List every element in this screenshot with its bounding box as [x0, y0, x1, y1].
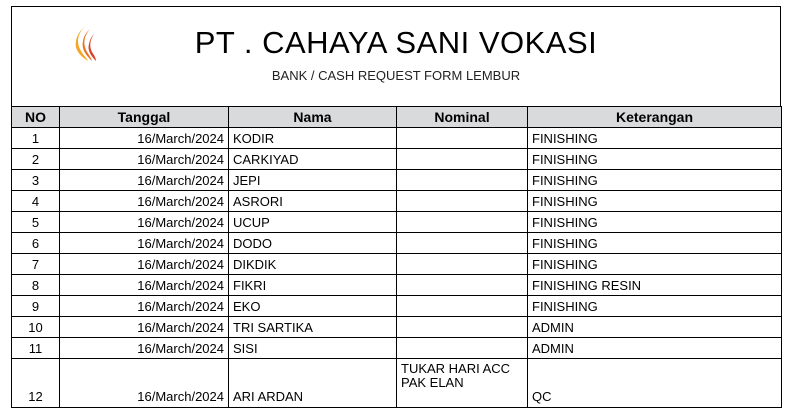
cell-tanggal: 16/March/2024	[60, 359, 229, 408]
cell-no: 6	[12, 233, 60, 254]
cell-nominal	[397, 233, 528, 254]
cell-nominal	[397, 254, 528, 275]
cell-tanggal: 16/March/2024	[60, 317, 229, 338]
cell-tanggal: 16/March/2024	[60, 233, 229, 254]
cell-nama: KODIR	[229, 128, 397, 149]
cell-tanggal: 16/March/2024	[60, 128, 229, 149]
company-name: PT . CAHAYA SANI VOKASI	[194, 25, 598, 60]
table-header-row	[12, 107, 782, 128]
cell-tanggal: 16/March/2024	[60, 275, 229, 296]
column-header-nominal: Nominal	[397, 107, 528, 128]
cell-keterangan: ADMIN	[528, 338, 782, 359]
cell-nama: ARI ARDAN	[229, 359, 397, 408]
cell-no: 1	[12, 128, 60, 149]
cell-keterangan: FINISHING	[528, 212, 782, 233]
cell-no: 2	[12, 149, 60, 170]
cell-no: 10	[12, 317, 60, 338]
cell-nominal	[397, 191, 528, 212]
table-row	[12, 359, 782, 408]
cell-nama: CARKIYAD	[229, 149, 397, 170]
cell-nama: ASRORI	[229, 191, 397, 212]
cell-nama: EKO	[229, 296, 397, 317]
cell-no: 3	[12, 170, 60, 191]
table-row	[12, 233, 782, 254]
cell-keterangan: FINISHING	[528, 170, 782, 191]
column-header-nama: Nama	[229, 107, 397, 128]
table-row	[12, 212, 782, 233]
cell-nominal	[397, 212, 528, 233]
table-row	[12, 317, 782, 338]
cell-no: 5	[12, 212, 60, 233]
cell-nominal	[397, 275, 528, 296]
table-row	[12, 254, 782, 275]
cell-tanggal: 16/March/2024	[60, 149, 229, 170]
cell-no: 11	[12, 338, 60, 359]
cell-keterangan: FINISHING	[528, 296, 782, 317]
column-header-tanggal: Tanggal	[60, 107, 229, 128]
cell-keterangan: FINISHING	[528, 233, 782, 254]
cell-tanggal: 16/March/2024	[60, 212, 229, 233]
cell-keterangan: QC	[528, 359, 782, 408]
form-header	[11, 6, 781, 106]
cell-nominal	[397, 149, 528, 170]
form-subtitle: BANK / CASH REQUEST FORM LEMBUR	[271, 68, 521, 83]
table-row	[12, 338, 782, 359]
cell-keterangan: FINISHING	[528, 128, 782, 149]
cell-nama: SISI	[229, 338, 397, 359]
table-row	[12, 128, 782, 149]
cell-nominal: TUKAR HARI ACC PAK ELAN	[397, 359, 528, 408]
cell-keterangan: FINISHING	[528, 191, 782, 212]
cell-no: 8	[12, 275, 60, 296]
overtime-table	[11, 106, 782, 408]
column-header-keterangan: Keterangan	[528, 107, 782, 128]
cell-nominal	[397, 317, 528, 338]
cell-no: 9	[12, 296, 60, 317]
table-row	[12, 149, 782, 170]
table-row	[12, 275, 782, 296]
cell-nama: TRI SARTIKA	[229, 317, 397, 338]
cell-no: 7	[12, 254, 60, 275]
cell-tanggal: 16/March/2024	[60, 254, 229, 275]
cell-tanggal: 16/March/2024	[60, 170, 229, 191]
cell-nama: DIKDIK	[229, 254, 397, 275]
table-row	[12, 296, 782, 317]
cell-tanggal: 16/March/2024	[60, 338, 229, 359]
column-header-no: NO	[12, 107, 60, 128]
cell-keterangan: FINISHING	[528, 149, 782, 170]
cell-keterangan: FINISHING RESIN	[528, 275, 782, 296]
cell-tanggal: 16/March/2024	[60, 296, 229, 317]
cell-nama: JEPI	[229, 170, 397, 191]
cell-nama: DODO	[229, 233, 397, 254]
cell-nominal	[397, 170, 528, 191]
cell-keterangan: ADMIN	[528, 317, 782, 338]
cell-no: 12	[12, 359, 60, 408]
cell-tanggal: 16/March/2024	[60, 191, 229, 212]
cell-keterangan: FINISHING	[528, 254, 782, 275]
table-row	[12, 170, 782, 191]
cell-nominal	[397, 338, 528, 359]
table-row	[12, 191, 782, 212]
cell-no: 4	[12, 191, 60, 212]
cell-nominal	[397, 128, 528, 149]
cell-nama: UCUP	[229, 212, 397, 233]
form-sheet	[11, 6, 781, 408]
cell-nominal	[397, 296, 528, 317]
cell-nama: FIKRI	[229, 275, 397, 296]
